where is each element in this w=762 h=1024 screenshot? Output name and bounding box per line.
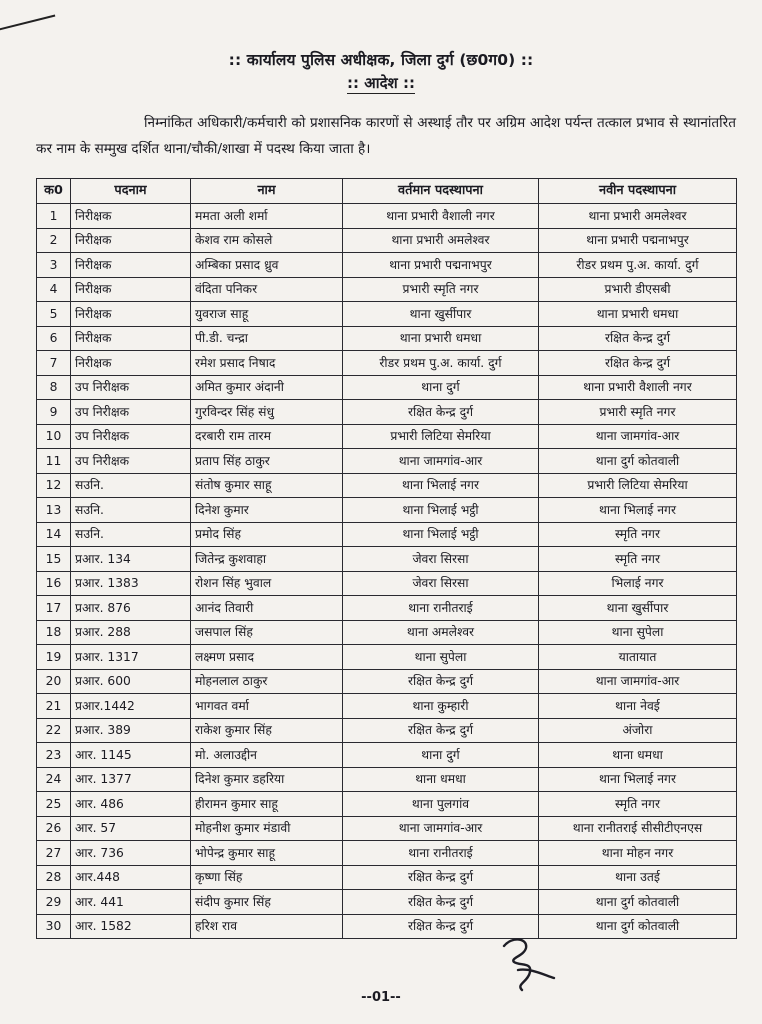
header-designation: पदनाम [71, 179, 191, 204]
row-new-posting: थाना दुर्ग कोतवाली [539, 914, 737, 939]
row-current-posting: थाना भिलाई भट्ठी [343, 498, 539, 523]
header-name: नाम [191, 179, 343, 204]
row-new-posting: थाना उतई [539, 865, 737, 890]
row-name: भोपेन्द्र कुमार साहू [191, 841, 343, 866]
table-row [37, 694, 737, 719]
row-name: जसपाल सिंह [191, 620, 343, 645]
row-designation: प्रआर. 1383 [71, 571, 191, 596]
table-row [37, 424, 737, 449]
row-serial: 7 [37, 351, 71, 376]
row-designation: निरीक्षक [71, 277, 191, 302]
row-name: दरबारी राम तारम [191, 424, 343, 449]
row-current-posting: थाना प्रभारी अमलेश्वर [343, 228, 539, 253]
row-designation: निरीक्षक [71, 351, 191, 376]
row-new-posting: रक्षित केन्द्र दुर्ग [539, 351, 737, 376]
row-name: भागवत वर्मा [191, 694, 343, 719]
table-row [37, 890, 737, 915]
row-new-posting: प्रभारी लिटिया सेमरिया [539, 473, 737, 498]
transfer-table [36, 178, 737, 939]
row-serial: 10 [37, 424, 71, 449]
row-name: केशव राम कोसले [191, 228, 343, 253]
row-serial: 14 [37, 522, 71, 547]
table-row [37, 326, 737, 351]
row-name: अम्बिका प्रसाद ध्रुव [191, 253, 343, 278]
row-current-posting: थाना रानीतराई [343, 841, 539, 866]
row-designation: सउनि. [71, 473, 191, 498]
row-name: दिनेश कुमार डहरिया [191, 767, 343, 792]
table-row [37, 547, 737, 572]
row-new-posting: यातायात [539, 645, 737, 670]
row-designation: प्रआर. 1317 [71, 645, 191, 670]
header-new-posting: नवीन पदस्थापना [539, 179, 737, 204]
table-row [37, 449, 737, 474]
row-current-posting: थाना दुर्ग [343, 375, 539, 400]
row-current-posting: थाना धमधा [343, 767, 539, 792]
table-row [37, 498, 737, 523]
table-row [37, 767, 737, 792]
row-current-posting: थाना कुम्हारी [343, 694, 539, 719]
row-designation: आर. 57 [71, 816, 191, 841]
signature-scribble [498, 932, 558, 994]
row-designation: आर. 736 [71, 841, 191, 866]
row-current-posting: रक्षित केन्द्र दुर्ग [343, 400, 539, 425]
row-current-posting: थाना दुर्ग [343, 743, 539, 768]
table-row [37, 865, 737, 890]
row-serial: 19 [37, 645, 71, 670]
row-name: गुरविन्दर सिंह संधु [191, 400, 343, 425]
row-current-posting: थाना भिलाई भट्ठी [343, 522, 539, 547]
row-current-posting: प्रभारी स्मृति नगर [343, 277, 539, 302]
table-row [37, 375, 737, 400]
row-new-posting: थाना रानीतराई सीसीटीएनएस [539, 816, 737, 841]
row-current-posting: जेवरा सिरसा [343, 571, 539, 596]
row-name: हीरामन कुमार साहू [191, 792, 343, 817]
row-designation: प्रआर. 288 [71, 620, 191, 645]
row-new-posting: थाना प्रभारी वैशाली नगर [539, 375, 737, 400]
row-serial: 29 [37, 890, 71, 915]
row-serial: 23 [37, 743, 71, 768]
row-serial: 18 [37, 620, 71, 645]
row-new-posting: रक्षित केन्द्र दुर्ग [539, 326, 737, 351]
row-new-posting: थाना भिलाई नगर [539, 767, 737, 792]
table-row [37, 792, 737, 817]
table-row [37, 302, 737, 327]
table-row [37, 204, 737, 229]
row-new-posting: थाना सुपेला [539, 620, 737, 645]
row-serial: 12 [37, 473, 71, 498]
row-serial: 3 [37, 253, 71, 278]
row-current-posting: थाना जामगांव-आर [343, 449, 539, 474]
page-number: --01-- [361, 990, 401, 1005]
order-heading [0, 73, 762, 93]
table-row [37, 596, 737, 621]
row-serial: 26 [37, 816, 71, 841]
table-row [37, 718, 737, 743]
row-new-posting: थाना दुर्ग कोतवाली [539, 890, 737, 915]
row-serial: 5 [37, 302, 71, 327]
row-current-posting: रक्षित केन्द्र दुर्ग [343, 669, 539, 694]
row-serial: 4 [37, 277, 71, 302]
row-new-posting: रीडर प्रथम पु.अ. कार्या. दुर्ग [539, 253, 737, 278]
table-row [37, 620, 737, 645]
row-name: जितेन्द्र कुशवाहा [191, 547, 343, 572]
row-current-posting: थाना प्रभारी पद्मनाभपुर [343, 253, 539, 278]
row-designation: प्रआर. 876 [71, 596, 191, 621]
row-name: मोहनलाल ठाकुर [191, 669, 343, 694]
row-current-posting: रक्षित केन्द्र दुर्ग [343, 914, 539, 939]
row-current-posting: थाना प्रभारी धमधा [343, 326, 539, 351]
row-new-posting: थाना नेवई [539, 694, 737, 719]
row-serial: 24 [37, 767, 71, 792]
row-current-posting: रक्षित केन्द्र दुर्ग [343, 890, 539, 915]
order-intro-paragraph: निम्नांकित अधिकारी/कर्मचारी को प्रशासनिक कारणों से अस्थाई तौर पर अग्रिम आदेश पर्यन्त तत्काल प्रभाव से स्थानांतरित कर नाम के सम्मुख दर्शित थाना/चौकी/शाखा में पदस्थ किया जाता है। [36, 115, 736, 157]
row-name: प्रमोद सिंह [191, 522, 343, 547]
row-serial: 21 [37, 694, 71, 719]
row-name: युवराज साहू [191, 302, 343, 327]
row-new-posting: थाना दुर्ग कोतवाली [539, 449, 737, 474]
row-name: मो. अलाउद्दीन [191, 743, 343, 768]
row-designation: आर. 486 [71, 792, 191, 817]
row-designation: उप निरीक्षक [71, 375, 191, 400]
row-serial: 8 [37, 375, 71, 400]
row-current-posting: रक्षित केन्द्र दुर्ग [343, 718, 539, 743]
row-serial: 9 [37, 400, 71, 425]
row-serial: 30 [37, 914, 71, 939]
row-new-posting: अंजोरा [539, 718, 737, 743]
row-current-posting: थाना प्रभारी वैशाली नगर [343, 204, 539, 229]
row-serial: 17 [37, 596, 71, 621]
row-name: राकेश कुमार सिंह [191, 718, 343, 743]
row-current-posting: रीडर प्रथम पु.अ. कार्या. दुर्ग [343, 351, 539, 376]
row-current-posting: थाना सुपेला [343, 645, 539, 670]
row-designation: आर. 1145 [71, 743, 191, 768]
row-name: पी.डी. चन्द्रा [191, 326, 343, 351]
row-designation: उप निरीक्षक [71, 424, 191, 449]
row-new-posting: थाना प्रभारी पद्मनाभपुर [539, 228, 737, 253]
row-designation: आर. 1377 [71, 767, 191, 792]
row-name: वंदिता पनिकर [191, 277, 343, 302]
row-serial: 22 [37, 718, 71, 743]
table-row [37, 228, 737, 253]
row-designation: निरीक्षक [71, 228, 191, 253]
row-name: संदीप कुमार सिंह [191, 890, 343, 915]
row-new-posting: स्मृति नगर [539, 522, 737, 547]
row-name: रमेश प्रसाद निषाद [191, 351, 343, 376]
row-current-posting: थाना भिलाई नगर [343, 473, 539, 498]
table-header-row [37, 179, 737, 204]
table-row [37, 645, 737, 670]
row-serial: 11 [37, 449, 71, 474]
row-current-posting: थाना पुलगांव [343, 792, 539, 817]
row-serial: 2 [37, 228, 71, 253]
row-name: मोहनीश कुमार मंडावी [191, 816, 343, 841]
row-current-posting: थाना अमलेश्वर [343, 620, 539, 645]
row-name: रोशन सिंह भुवाल [191, 571, 343, 596]
row-new-posting: थाना जामगांव-आर [539, 669, 737, 694]
table-row [37, 351, 737, 376]
row-current-posting: प्रभारी लिटिया सेमरिया [343, 424, 539, 449]
row-current-posting: थाना जामगांव-आर [343, 816, 539, 841]
row-new-posting: प्रभारी स्मृति नगर [539, 400, 737, 425]
row-current-posting: रक्षित केन्द्र दुर्ग [343, 865, 539, 890]
row-serial: 28 [37, 865, 71, 890]
header-current-posting: वर्तमान पदस्थापना [343, 179, 539, 204]
row-new-posting: थाना जामगांव-आर [539, 424, 737, 449]
row-serial: 25 [37, 792, 71, 817]
table-row [37, 253, 737, 278]
row-designation: उप निरीक्षक [71, 449, 191, 474]
row-name: आनंद तिवारी [191, 596, 343, 621]
row-serial: 20 [37, 669, 71, 694]
row-new-posting: थाना प्रभारी धमधा [539, 302, 737, 327]
row-designation: निरीक्षक [71, 253, 191, 278]
table-row [37, 522, 737, 547]
row-name: अमित कुमार अंदानी [191, 375, 343, 400]
row-current-posting: थाना रानीतराई [343, 596, 539, 621]
row-serial: 15 [37, 547, 71, 572]
row-new-posting: स्मृति नगर [539, 547, 737, 572]
row-designation: उप निरीक्षक [71, 400, 191, 425]
row-designation: निरीक्षक [71, 302, 191, 327]
pen-stroke-mark [0, 15, 55, 32]
row-designation: प्रआर.1442 [71, 694, 191, 719]
row-new-posting: स्मृति नगर [539, 792, 737, 817]
table-row [37, 473, 737, 498]
table-body [37, 204, 737, 939]
row-new-posting: प्रभारी डीएसबी [539, 277, 737, 302]
row-name: संतोष कुमार साहू [191, 473, 343, 498]
row-designation: आर.448 [71, 865, 191, 890]
row-designation: प्रआर. 389 [71, 718, 191, 743]
order-heading-text: :: आदेश :: [347, 74, 415, 92]
row-name: लक्ष्मण प्रसाद [191, 645, 343, 670]
office-heading: :: कार्यालय पुलिस अधीक्षक, जिला दुर्ग (छ0ग0) :: [228, 51, 534, 69]
row-new-posting: थाना भिलाई नगर [539, 498, 737, 523]
table-row [37, 571, 737, 596]
row-designation: निरीक्षक [71, 326, 191, 351]
table-row [37, 743, 737, 768]
table-row [37, 669, 737, 694]
row-name: प्रताप सिंह ठाकुर [191, 449, 343, 474]
row-serial: 27 [37, 841, 71, 866]
row-new-posting: थाना खुर्सीपार [539, 596, 737, 621]
row-designation: प्रआर. 134 [71, 547, 191, 572]
row-designation: सउनि. [71, 498, 191, 523]
table-row [37, 400, 737, 425]
row-serial: 16 [37, 571, 71, 596]
row-name: कृष्णा सिंह [191, 865, 343, 890]
row-new-posting: थाना धमधा [539, 743, 737, 768]
table-row [37, 841, 737, 866]
row-name: हरिश राव [191, 914, 343, 939]
table-row [37, 277, 737, 302]
row-name: ममता अली शर्मा [191, 204, 343, 229]
row-new-posting: थाना प्रभारी अमलेश्वर [539, 204, 737, 229]
header-serial: क0 [37, 179, 71, 204]
row-serial: 6 [37, 326, 71, 351]
row-designation: आर. 441 [71, 890, 191, 915]
table-row [37, 816, 737, 841]
row-designation: आर. 1582 [71, 914, 191, 939]
row-current-posting: जेवरा सिरसा [343, 547, 539, 572]
row-serial: 1 [37, 204, 71, 229]
row-designation: निरीक्षक [71, 204, 191, 229]
row-new-posting: भिलाई नगर [539, 571, 737, 596]
row-name: दिनेश कुमार [191, 498, 343, 523]
row-serial: 13 [37, 498, 71, 523]
row-designation: प्रआर. 600 [71, 669, 191, 694]
table-row [37, 914, 737, 939]
row-new-posting: थाना मोहन नगर [539, 841, 737, 866]
row-designation: सउनि. [71, 522, 191, 547]
row-current-posting: थाना खुर्सीपार [343, 302, 539, 327]
